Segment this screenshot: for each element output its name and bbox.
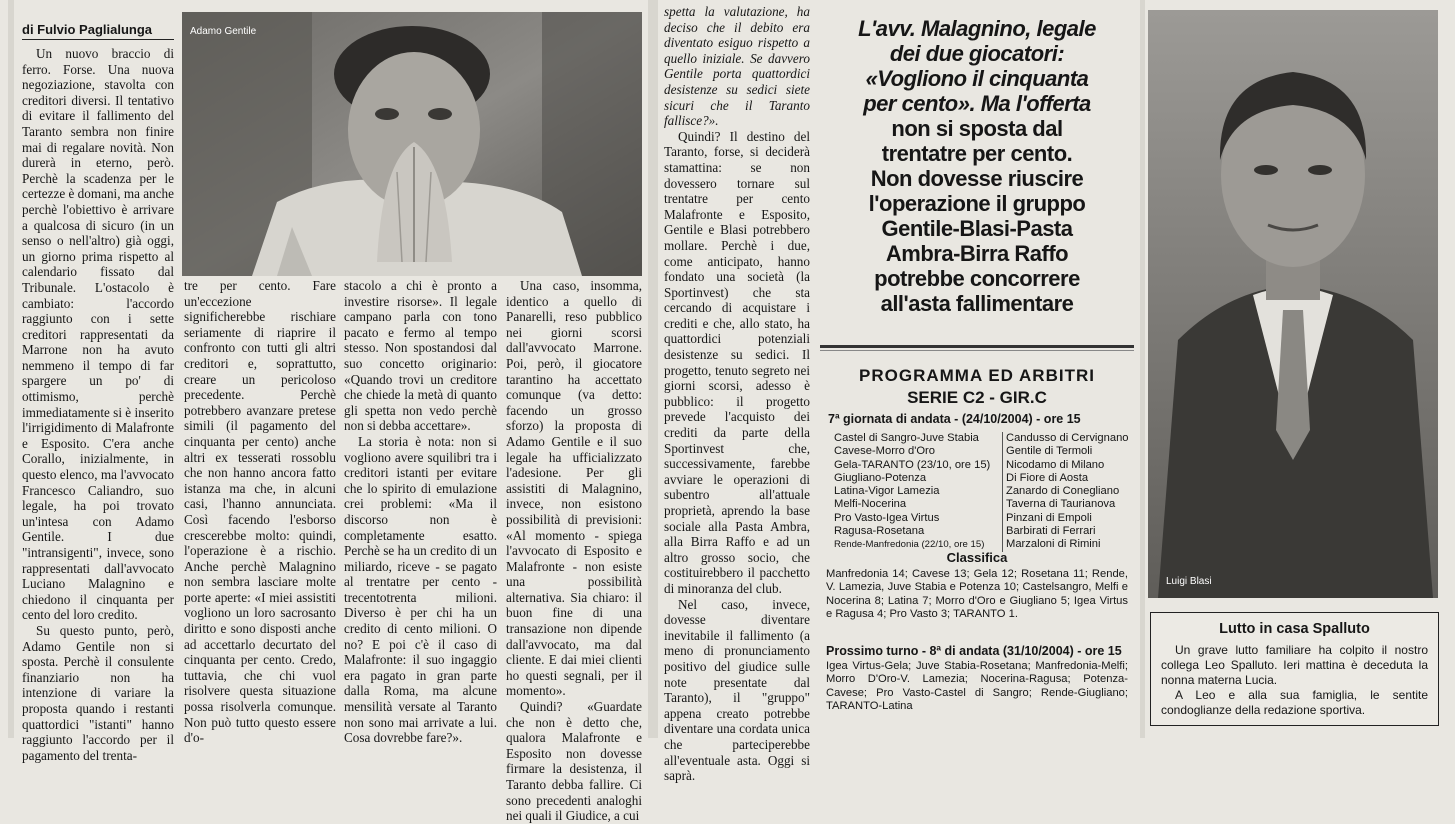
headline-line: potrebbe concorrere — [874, 266, 1080, 291]
fixture-referee: Taverna di Taurianova — [1006, 498, 1116, 511]
photo-luigi-blasi — [1148, 10, 1438, 598]
paragraph: Quindi? Il destino del Taranto, forse, si deciderà stamattina: se non dovessero tornare sul trentatre per cento Malafronte e Esposito, Gentile e Blasi potrebbero mollare. Perchè i due, come anticipato, hanno fondato una società (la Sportinvest) che sta cercando di acquistare i crediti e che, allo stato, ha quattordici potenziali desistenze su sedici. Il progetto, tenuto segreto nei giorni scorsi, adesso è pubblico: il progetto prevede l'acquisto dei crediti da parte della Sportinvest che, successivamente, farebbe avviare le operazioni di subentro all'attuale proprietà, aprendo la base sociale alla Pasta Ambra, alla Birra Raffo e ad un altro grosso socio, che costituirebbero il pacchetto di minoranza del club. — [664, 128, 810, 596]
page-gutter — [8, 0, 14, 738]
fixture-referee: Nicodamo di Milano — [1006, 458, 1105, 471]
photo-adamo-gentile — [182, 12, 642, 276]
fixture-referee: Candusso di Cervignano — [1006, 432, 1129, 444]
fixture-row — [834, 445, 1134, 458]
paragraph: Una caso, insomma, identico a quello di Panarelli, reso pubblico nei giorni scorsi dall'avvocato Marrone. Poi, però, il giocatore tarantino ha accettato comunque (va detto: facendo un grosso sforzo) la proposta di Adamo Gentile e il suo legale ha ufficializzato l'adesione. Per gli assistiti di Malagnino, invece, non esistono possibilità di previsioni: «Al momento - spiega l'avvocato di Esposito e Malafronte - non esiste una possibilità alternativa. Sia chiaro: il buon fine di una transazione non dipende dall'avvocato, ma dal cliente. E dai miei clienti ho questi segnali, per il momento». — [506, 278, 642, 699]
headline-line: per cento». Ma l'offerta — [863, 91, 1091, 116]
next-round-text: Igea Virtus-Gela; Juve Stabia-Rosetana; Manfredonia-Melfi; Morro D'Oro-V. Lamezia; Nocerina-Ragusa; Potenza-Cavese; Pro Vasto-Castel di Sangro; Rende-Giugliano; TARANTO-Latina — [826, 660, 1128, 713]
fixture-referee: Barbirati di Ferrari — [1006, 525, 1096, 538]
photo-caption: Luigi Blasi — [1166, 576, 1212, 587]
headline-line: Non dovesse riuscire — [870, 166, 1084, 191]
paragraph: tre per cento. Fare un'eccezione significherebbe rischiare seriamente di riaprire il confronto con tutti gli altri creditori e, soprattutto, creare un pericoloso precedente. Perchè potrebbero avanzare pretese simili (il pagamento del cinquanta per cento) anche altri ex tesserati rossoblu che non hanno ancora fatto istanza ma che, in alcuni casi, l'hanno annunciata. Così facendo l'esborso crescerebbe molto: quindi, l'operazione è a rischio. Anche perchè Malagnino non sembra lasciare molte porte aperte: «I miei assistiti vogliono un loro sacrosanto diritto e sono disposti anche ad accettarlo decurtato del cinquanta per cento. Credo, tuttavia, che chi vuol risolvere questa situazione possa risolverla comunque. Non può tutto questo essere d'o- — [184, 278, 336, 746]
next-round-title: Prossimo turno - 8ª di andata (31/10/2004) - ore 15 — [826, 644, 1122, 658]
classifica-title: Classifica — [946, 550, 1008, 565]
programma-header — [818, 366, 1136, 408]
fixture-match: Giugliano-Potenza — [834, 471, 927, 484]
fixture-row — [834, 459, 1134, 472]
column-rule — [1002, 432, 1003, 552]
fixture-referee: Di Fiore di Aosta — [1006, 471, 1089, 484]
section-rule — [820, 345, 1134, 348]
section-rule — [820, 350, 1134, 351]
fixture-match: Castel di Sangro-Juve Stabia — [834, 432, 979, 444]
lutto-box — [1150, 612, 1439, 726]
fixture-row — [834, 498, 1134, 511]
fixture-row — [834, 485, 1134, 498]
fixture-match: Melfi-Nocerina — [834, 498, 907, 511]
headline-line: dei due giocatori: — [889, 41, 1065, 66]
programma-title: PROGRAMMA ED ARBITRI — [859, 366, 1095, 385]
round-title: 7ª giornata di andata - (24/10/2004) - ore 15 — [828, 412, 1081, 426]
fixture-referee: Zanardo di Conegliano — [1006, 485, 1120, 498]
headline-line: «Vogliono il cinquanta — [865, 66, 1089, 91]
headline-line: trentatre per cento. — [881, 141, 1073, 166]
article-column-2 — [184, 278, 336, 746]
headline-line: Ambra-Birra Raffo — [885, 241, 1069, 266]
paragraph: Un nuovo braccio di ferro. Forse. Una nuova negoziazione, stavolta con creditori diversi. Il tentativo di evitare il fallimento del Taranto sembra non finire mai di regalare novità. Non durerà in eterno, però. Perchè la scadenza per le certezze è domani, ma anche perchè l'obiettivo è arrivare a qualcosa di sicuro (in un senso o nell'altro) già oggi, un giorno prima rispetto al calendario fissato dal Tribunale. L'ostacolo è cambiato: l'accordo raggiunto con i sette creditori rappresentati da Marrone non ha avuto nemmeno il tempo di far spargere un po' di ottimismo, perchè immediatamente si è inserito l'irrigidimento di Malafronte e Esposito. C'era anche Corallo, inizialmente, in questo elenco, ma l'avvocato Francesco Caliandro, suo legale, ha poi trovato un'intesa con Adamo Gentile. I due "intransigenti", invece, sono rappresentati dall'avvocato Luciano Malagnino e chiedono il cinquanta per cento del loro credito. — [22, 46, 174, 623]
byline: di Fulvio Paglialunga — [22, 22, 174, 40]
paragraph: La storia è nota: non si vogliono avere squilibri tra i creditori istanti per evitare che lo spirito di emulazione crei problemi: «Ma il discorso non è completamente esatto. Perchè se ha un credito di un miliardo, riceve - se pagato al trentatre per cento - trecentotrenta milioni. Diverso è per chi ha un credito di cento milioni. O no? E poi c'è il caso di Malafronte: il suo ingaggio era pagato in gran parte dalla Roma, ma alcune mensilità versate al Taranto non sono mai arrivate a lui. Cosa dovrebbe fare?». — [344, 433, 497, 746]
fixture-match: Ragusa-Rosetana — [834, 525, 925, 538]
fixture-match: Latina-Vigor Lamezia — [834, 485, 940, 498]
fixture-row — [834, 472, 1134, 485]
fixture-referee: Marzaloni di Rimini — [1006, 538, 1101, 551]
fixture-referee: Pinzani di Empoli — [1006, 511, 1092, 524]
paragraph: Su questo punto, però, Adamo Gentile non si sposta. Perchè il consulente finanziario non ha intenzione di variare la proposta quando i restanti quattordici "istanti" hanno raggiunto l'accordo per il pagamento del trenta- — [22, 622, 174, 763]
fixture-row — [834, 432, 1134, 445]
page-gutter — [648, 0, 658, 738]
paragraph: stacolo a chi è pronto a investire risorse». Il legale campano parla con tono pacato e fermo al tempo stesso. Non spostandosi dal suo concetto originario: «Quando trovi un creditore che chiede la metà di quanto gli spetta non vedo perchè non si debba accettare». — [344, 278, 497, 434]
fixture-referee: Gentile di Termoli — [1006, 445, 1093, 458]
headline-line: l'operazione il gruppo — [868, 191, 1086, 216]
fixtures-list — [834, 432, 1134, 552]
headline-line: all'asta fallimentare — [880, 291, 1074, 316]
fixture-match: Rende-Manfredonia (22/10, ore 15) — [834, 539, 985, 551]
lutto-paragraph: Un grave lutto familiare ha colpito il nostro collega Leo Spalluto. Ieri mattina è deceduta la nonna materna Lucia. — [1161, 643, 1428, 687]
lutto-title: Lutto in casa Spalluto — [1219, 621, 1370, 637]
fixture-row — [834, 512, 1134, 525]
photo-caption: Adamo Gentile — [190, 26, 257, 37]
photo-image — [1148, 10, 1438, 598]
article-column-1 — [22, 46, 174, 763]
fixture-match: Gela-TARANTO (23/10, ore 15) — [834, 458, 991, 471]
fixture-match: Pro Vasto-Igea Virtus — [834, 511, 940, 524]
headline-line: L'avv. Malagnino, legale — [858, 16, 1096, 41]
paragraph: Nel caso, invece, dovesse diventare inevitabile il fallimento (a meno di pronunciamento positivo del giudice sulle note presentate dal Taranto), il "gruppo" appena creato potrebbe diventare una cordata unica che parteciperebbe all'eventuale asta. Oggi si saprà. — [664, 596, 810, 784]
lutto-paragraph: A Leo e alla sua famiglia, le sentite condoglianze della redazione sportiva. — [1161, 688, 1428, 717]
headline-line: Gentile-Blasi-Pasta — [881, 216, 1073, 241]
page-gutter — [1140, 0, 1145, 738]
fixture-match: Cavese-Morro d'Oro — [834, 445, 935, 458]
classifica-text: Manfredonia 14; Cavese 13; Gela 12; Rosetana 11; Rende, V. Lamezia, Juve Stabia e Potenza 10; Castelsangro, Melfi e Nocerina 8; Latina 7; Morro d'Oro e Giugliano 5; Igea Virtus e Ragusa 4; Pro Vasto 3; TARANTO 1. — [826, 568, 1128, 621]
paragraph: spetta la valutazione, ha deciso che il debito era diventato esiguo rispetto a quello iniziale. Se davvero Gentile porta quattordici desistenze su sedici siete sicuri che il Taranto fallisce?». — [664, 4, 810, 129]
programma-subtitle: SERIE C2 - GIR.C — [907, 388, 1047, 407]
headline — [818, 16, 1136, 316]
article-column-5 — [664, 4, 810, 784]
fixture-row — [834, 525, 1134, 538]
article-column-3 — [344, 278, 497, 746]
photo-image — [182, 12, 642, 276]
paragraph: Quindi? «Guardate che non è detto che, qualora Malafronte e Esposito non dovesse firmare la desistenza, il Taranto debba fallire. Ci sono precedenti analoghi nei quali il Giudice, a cui — [506, 699, 642, 824]
headline-line: non si sposta dal — [891, 116, 1063, 141]
article-column-4 — [506, 278, 642, 824]
